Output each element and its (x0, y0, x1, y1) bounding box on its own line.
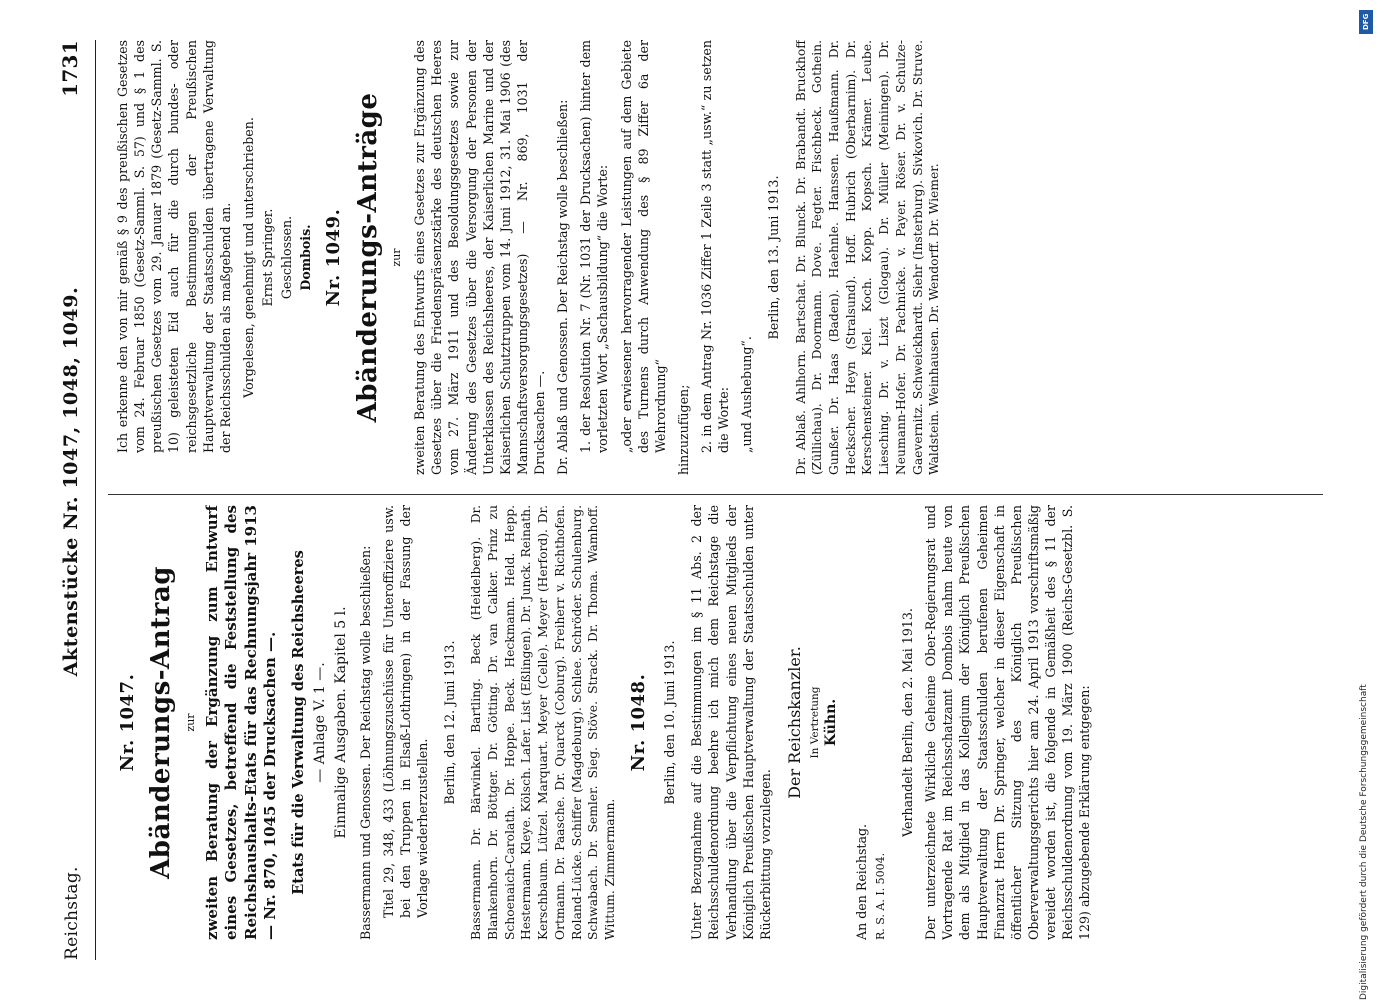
page-header (58, 40, 92, 960)
nr1049-item2: 2. in dem Antrag Nr. 1036 Ziffer 1 Zeile 3 statt „usw.“ zu setzen die Worte: (699, 40, 732, 453)
nr1048-vorgelesen: Vorgelesen, genehmigt und unterschrieben. (240, 117, 256, 398)
header-left: Reichstag. (62, 866, 82, 960)
nr1048-vertretung: In Vertretung (808, 686, 821, 759)
nr1047-date: Berlin, den 12. Juni 1913. (442, 640, 458, 805)
header-center: Aktenstücke Nr. 1047, 1048, 1049. (60, 286, 82, 677)
nr1048-verhandelt: Verhandelt Berlin, den 2. Mai 1913. (900, 608, 915, 837)
nr1047-title: Abänderungs-Antrag (146, 566, 177, 879)
header-rule (95, 40, 96, 960)
nr1048-ref: R. S. A. I. 5004. (874, 852, 888, 940)
dfg-watermark (1357, 10, 1377, 1000)
page-number: 1731 (58, 40, 82, 97)
nr1047-titel: Titel 29, 348, 433 (Löhnungszuschüsse für Unteroffiziere usw. bei den Truppen in Elsaß-Lothringen) in der Fassung der Vorlage wiederherzustellen. (380, 505, 430, 918)
nr1048-number: Nr. 1048. (627, 673, 649, 772)
nr1049-item1-end: hinzuzufügen; (675, 384, 691, 475)
nr1049-item1: 1. der Resolution Nr. 7 (Nr. 1031 der Drucksachen) hinter dem vorletzten Wort „Sachausbildung“ die Worte: (578, 40, 611, 453)
nr1048-erklaerung: Ich erkenne den von mir gemäß § 9 des preußischen Gesetzes vom 24. Februar 1850 (Gesetz-Samml. S. 57) und § 1 des preußischen Gesetzes vom 29. Januar 1879 (Gesetz-Samml. S. 10) geleisteten Eid auch für die durch bundes- oder reichsgesetzliche Bestimmungen der Preußischen Hauptverwaltung der Staatsschulden übertragene Verwaltung der Reichsschulden als maßgebend an. (115, 40, 233, 453)
nr1049-date: Berlin, den 13. Juni 1913. (766, 175, 782, 340)
nr1048-addr: An den Reichstag. (853, 823, 869, 940)
nr1047-zur: zur (183, 713, 197, 732)
nr1048-kanzler: Der Reichskanzler. (784, 646, 804, 799)
nr1048-geschlossen: Geschlossen. (279, 215, 295, 300)
column-divider (108, 494, 1323, 495)
nr1049-item2-quote: „und Aushebung“. (739, 336, 755, 453)
nr1049-motion: Dr. Ablaß und Genossen. Der Reichstag wolle beschließen: (555, 99, 571, 475)
nr1049-item1-quote: „oder erwiesener hervorragender Leistungen auf dem Gebiete des Turnens durch Anwendung des § 89 Ziffer 6a der Wehrordnung“ (618, 40, 668, 453)
left-column (108, 505, 1343, 940)
nr1049-intro: zweiten Beratung des Entwurfs eines Gesetzes zur Ergänzung des Gesetzes über die Friedenspräsenzstärke des deutschen Heeres vom 27. März 1911 und des Besoldungsgesetzes sowie zur Änderung des Gesetzes über die Versorgung der Personen der Unterklassen des Reichsheeres, der Kaiserlichen Marine und der Kaiserlichen Schutztruppen vom 14. Juni 1912, 31. Mai 1906 (des Mannschaftsversorgungsgesetzes) — Nr. 869, 1031 der Drucksachen —. (412, 40, 548, 475)
nr1048-protocol: Der unterzeichnete Wirkliche Geheime Ober-Regierungsrat und Vortragende Rat im Reichsschatzamt Dombois nahm heute von dem als Mitglied in das Kollegium der Königlich Preußischen Hauptverwaltung der Staatsschulden berufenen Geheimen Finanzrat Herrn Dr. Springer, welcher in dieser Eigenschaft in öffentlicher Sitzung des Königlich Preußischen Oberverwaltungsgerichts hier am 24. April 1913 vorschriftsmäßig vereidet worden ist, die folgende in Gemäßheit des § 11 der Reichsschuldenordnung vom 19. März 1900 (Reichs-Gesetzbl. S. 129) abzugebende Erklärung entgegen: (923, 505, 1093, 940)
nr1047-motion: Bassermann und Genossen. Der Reichstag wolle beschließen: (357, 545, 373, 940)
dfg-logo-icon: DFG (1359, 10, 1373, 34)
nr1047-signers: Bassermann. Dr. Bärwinkel. Bartling. Beck (Heidelberg). Dr. Blankenhorn. Dr. Böttger. Dr. Götting. Dr. van Calker. Prinz zu Schoenaich-Carolath. Dr. Hoppe. Beck. Heckmann. Held. Hepp. Hestermann. Kleye. Kölsch. Lafer. List (Eßlingen). Dr. Junck. Reinath. Kerschbaum. Lützel. Marquart. Meyer (Celle). Meyer (Herford). Dr. Ortmann. Dr. Paasche. Dr. Quarck (Coburg). Freiherr v. Richthofen. Roland-Lücke. Schiffer (Magdeburg). Schlee. Schröder. Schulenburg. Schwabach. Dr. Semler. Sieg. Stöve. Strack. Dr. Thoma. Wamhoff. Wittum. Zimmermann. (469, 505, 617, 940)
nr1048-springer: Ernst Springer. (260, 208, 275, 307)
nr1048-signature: Kühn. (822, 698, 839, 747)
nr1049-signers: Dr. Ablaß. Ahlhorn. Bartschat. Dr. Blunck. Dr. Brabandt. Bruckhoff (Züllichau). Dr. Doormann. Dove. Fegter. Fischbeck. Gothein. Gunßer. Dr. Haas (Baden). Haehnle. Hanssen. Haußmann. Dr. Heckscher. Heyn (Stralsund). Hoff. Hubrich (Oberbarnim). Dr. Kerschensteiner. Kiel. Koch. Kopp. Kopsch. Krämer. Leube. Liesching. Dr. v. Liszt (Glogau). Dr. Müller (Meiningen). Dr. Neumann-Hofer. Dr. Pachnicke. v. Payer. Röser. Dr. v. Schulze-Gaevernitz. Schweickhardt. Siehr (Insterburg). Sivkovich. Dr. Struve. Waldstein. Weinhausen. Dr. Wendorff. Dr. Wiemer. (793, 40, 942, 475)
nr1049-zur: zur (390, 248, 404, 267)
nr1047-number: Nr. 1047. (117, 673, 138, 772)
dfg-watermark-text: Digitalisierung gefördert durch die Deutsche Forschungsgemeinschaft (1359, 684, 1369, 1000)
nr1047-ausgaben: Einmalige Ausgaben. Kapitel 5 l. (332, 606, 349, 839)
nr1048-date: Berlin, den 10. Juni 1913. (662, 640, 678, 805)
nr1047-anlage: — Anlage V. 1 —. (311, 662, 328, 783)
nr1047-intro: zweiten Beratung der Ergänzung zum Entwurf eines Gesetzes, betreffend die Feststellung des Reichshaushalts-Etats für das Rechnungsjahr 1913 — Nr. 870, 1045 der Drucksachen —. (202, 505, 280, 940)
nr1049-title: Abänderungs-Anträge (352, 92, 383, 423)
right-column (108, 40, 1343, 475)
nr1049-number: Nr. 1049. (323, 208, 345, 307)
nr1048-text: Unter Bezugnahme auf die Bestimmungen im § 11 Abs. 2 der Reichsschuldenordnung beehre ich mich dem Reichstage die Verhandlung über die Verpflichtung eines neuen Mitglieds der Königlich Preußischen Hauptverwaltung der Staatsschulden unter Rückerbittung vorzulegen. (689, 505, 773, 940)
nr1048-dombois: Dombois. (298, 224, 314, 291)
nr1047-etat: Etats für die Verwaltung des Reichsheeres (289, 550, 307, 895)
